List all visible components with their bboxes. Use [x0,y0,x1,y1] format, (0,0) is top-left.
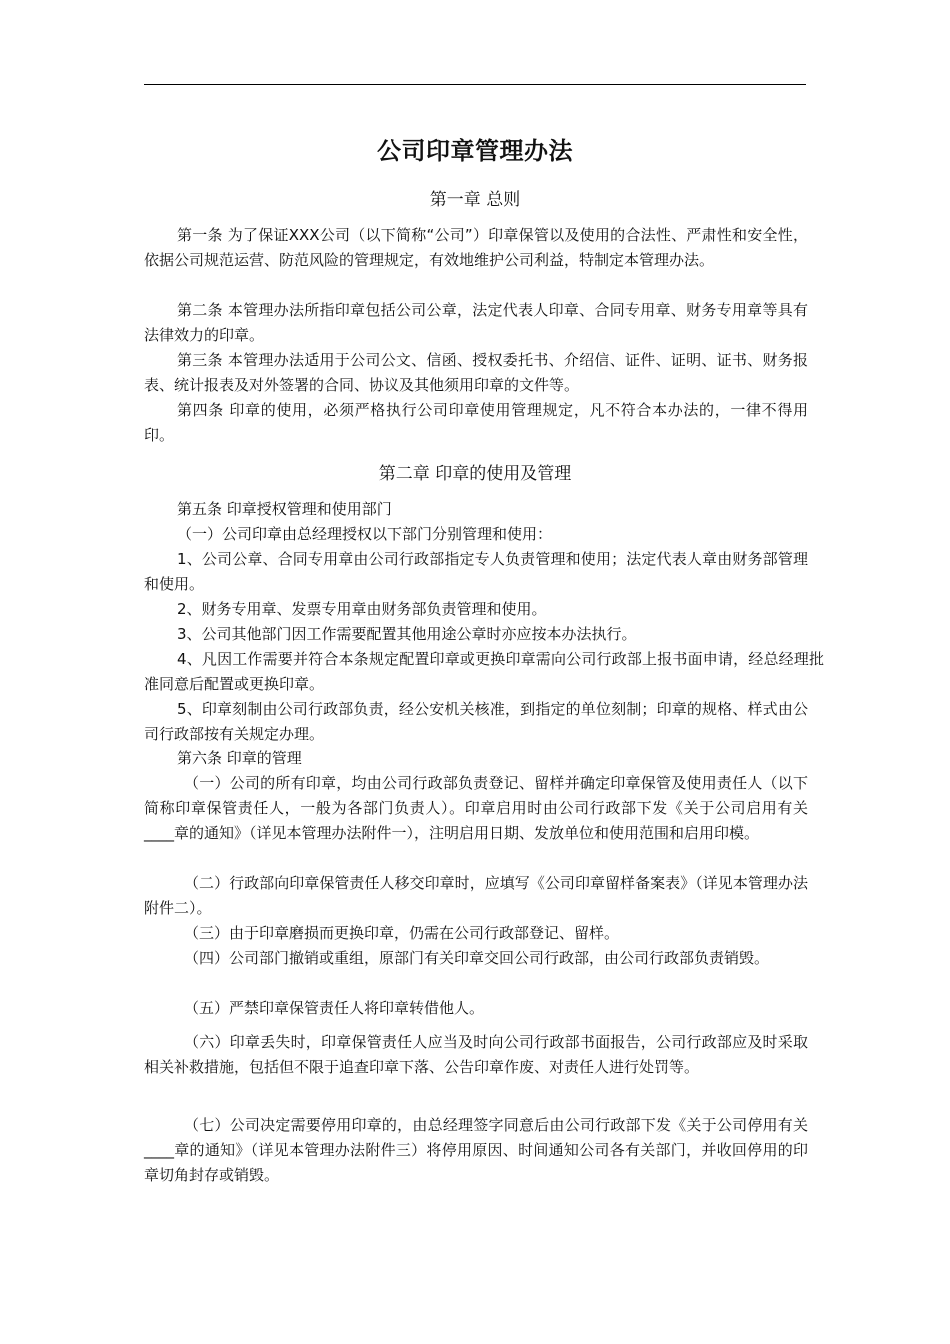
article-4: 第四条 印章的使用，必须严格执行公司印章使用管理规定，凡不符合本办法的，一律不得用印。 [144,401,808,444]
article-6-item-1: （一）公司的所有印章，均由公司行政部负责登记、留样并确定印章保管及使用责任人（以下简称印章保管责任人，一般为各部门负责人）。印章启用时由公司行政部下发《关于公司启用有关____章的通知》（详见本管理办法附件一），注明启用日期、发放单位和使用范围和启用印模。 [144,774,808,842]
article-5-subitem-3: 3、公司其他部门因工作需要配置其他用途公章时亦应按本办法执行。 [177,625,637,643]
article-6-item-5: （五）严禁印章保管责任人将印章转借他人。 [184,999,485,1017]
document-title: 公司印章管理办法 [377,137,573,165]
article-2: 第二条 本管理办法所指印章包括公司公章，法定代表人印章、合同专用章、财务专用章等具有法律效力的印章。 [144,301,808,344]
article-5-subitem-1: 1、公司公章、合同专用章由公司行政部指定专人负责管理和使用；法定代表人章由财务部管理和使用。 [144,550,808,593]
article-6-heading: 第六条 印章的管理 [177,749,302,767]
chapter-2-heading: 第二章 印章的使用及管理 [378,464,572,484]
article-6-item-3: （三）由于印章磨损而更换印章，仍需在公司行政部登记、留样。 [184,924,620,942]
article-5-item-1: （一）公司印章由总经理授权以下部门分别管理和使用： [177,525,553,543]
article-6-item-2: （二）行政部向印章保管责任人移交印章时，应填写《公司印章留样备案表》（详见本管理办法附件二）。 [144,874,808,917]
article-6-item-6: （六）印章丢失时，印章保管责任人应当及时向公司行政部书面报告，公司行政部应及时采取相关补救措施，包括但不限于追查印章下落、公告印章作废、对责任人进行处罚等。 [144,1033,808,1076]
article-6-item-4: （四）公司部门撤销或重组，原部门有关印章交回公司行政部，由公司行政部负责销毁。 [184,949,770,967]
chapter-1-heading: 第一章 总则 [429,190,521,210]
article-5-heading: 第五条 印章授权管理和使用部门 [177,500,392,518]
article-3: 第三条 本管理办法适用于公司公文、信函、授权委托书、介绍信、证件、证明、证书、财务报表、统计报表及对外签署的合同、协议及其他须用印章的文件等。 [144,351,808,394]
article-6-item-7: （七）公司决定需要停用印章的，由总经理签字同意后由公司行政部下发《关于公司停用有关____章的通知》（详见本管理办法附件三）将停用原因、时间通知公司各有关部门，并收回停用的印章切角封存或销毁。 [144,1116,808,1184]
header-rule [144,84,806,85]
article-5-subitem-5: 5、印章刻制由公司行政部负责，经公安机关核准，到指定的单位刻制；印章的规格、样式由公司行政部按有关规定办理。 [144,700,808,743]
article-5-subitem-4: 4、凡因工作需要并符合本条规定配置印章或更换印章需向公司行政部上报书面申请，经总经理批准同意后配置或更换印章。 [144,650,824,693]
article-5-subitem-2: 2、财务专用章、发票专用章由财务部负责管理和使用。 [177,600,547,618]
article-1: 第一条 为了保证XXX公司（以下简称“公司”）印章保管以及使用的合法性、严肃性和安全性，依据公司规范运营、防范风险的管理规定，有效地维护公司利益，特制定本管理办法。 [144,226,808,269]
